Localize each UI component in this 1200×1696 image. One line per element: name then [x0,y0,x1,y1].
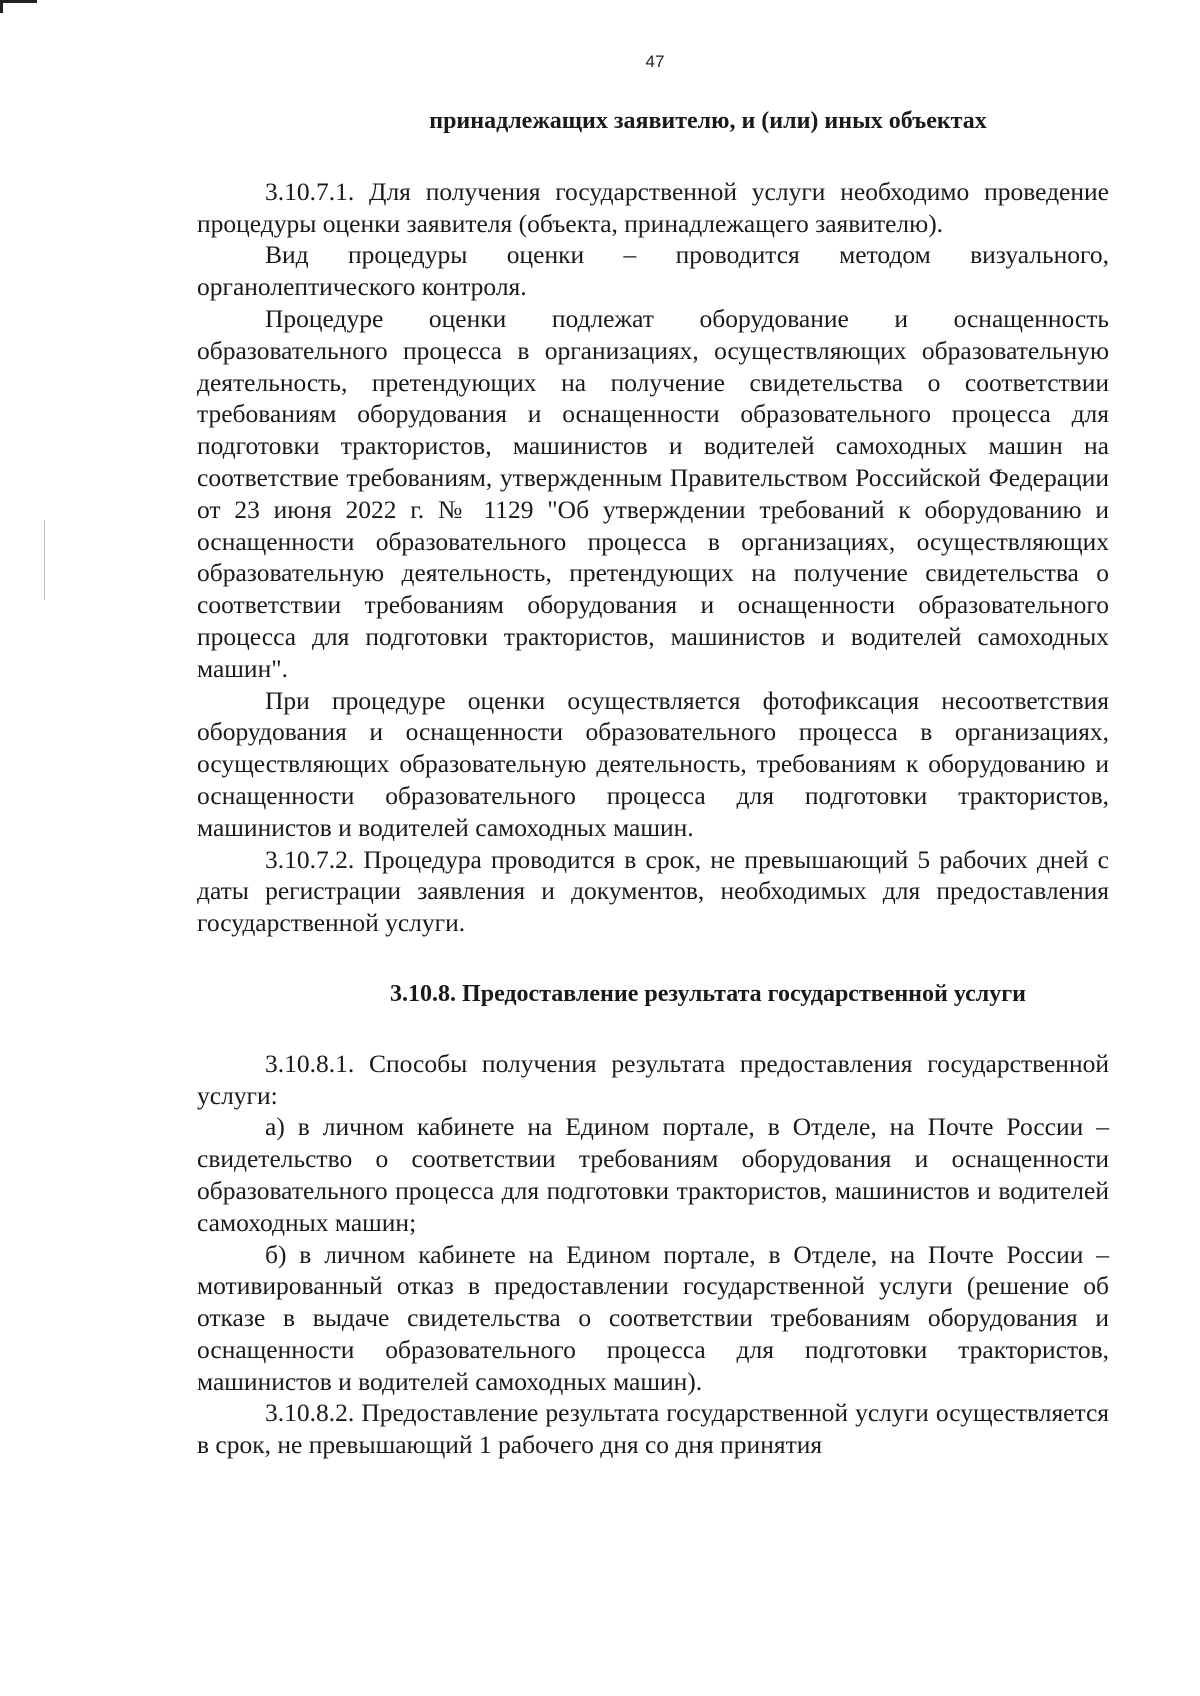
paragraph-assessment-subject: Процедуре оценки подлежат оборудование и оснащенность образовательного процесса в организациях, осуществляющих образовательную деятельность, претендующих на получение свидетельства о соответствии требованиям оборудования и оснащенности образовательного процесса для подготовки трактористов, машинистов и водителей самоходных машин на соответствие требованиям, утвержденным Правительством Российской Федерации от 23 июня 2022 г. № 1129 "Об утверждении требований к оборудованию и оснащенности образовательного процесса в организациях, осуществляющих образовательную деятельность, претендующих на получение свидетельства о соответствии требованиям оборудования и оснащенности образовательного процесса для подготовки трактористов, машинистов и водителей самоходных машин". [197,303,1109,683]
list-item-a: а) в личном кабинете на Едином портале, в Отделе, на Почте России – свидетельство о соответствии требованиям оборудования и оснащенности образовательного процесса для подготовки трактористов, машинистов и водителей самоходных машин; [197,1112,1109,1237]
paragraph-assessment-type: Вид процедуры оценки – проводится методом визуального, органолептического контроля. [197,240,1109,302]
paragraph-3-10-8-2: 3.10.8.2. Предоставление результата государственной услуги осуществляется в срок, не превышающий 1 рабочего дня со дня принятия [197,1398,1109,1460]
paragraph-3-10-7-2: 3.10.7.2. Процедура проводится в срок, не превышающий 5 рабочих дней с даты регистрации заявления и документов, необходимых для предоставления государственной услуги. [197,844,1109,938]
paragraph-3-10-8-1: 3.10.8.1. Способы получения результата предоставления государственной услуги: [197,1048,1109,1110]
paragraph-3-10-7-1: 3.10.7.1. Для получения государственной услуги необходимо проведение процедуры оценки заявителя (объекта, принадлежащего заявителю). [197,176,1109,238]
document-body [197,106,1109,1461]
page-number: 47 [645,52,665,71]
section-heading-continuation: принадлежащих заявителю, и (или) иных объектах [429,108,987,134]
scan-corner-mark [0,0,37,13]
scan-margin-line [44,520,45,600]
list-item-b: б) в личном кабинете на Едином портале, в Отделе, на Почте России – мотивированный отказ в предоставлении государственной услуги (решение об отказе в выдаче свидетельства о соответствии требованиям оборудования и оснащенности образовательного процесса для подготовки трактористов, машинистов и водителей самоходных машин). [197,1239,1109,1396]
section-heading-3-10-8: 3.10.8. Предоставление результата государственной услуги [390,980,1026,1007]
paragraph-photo-fixation: При процедуре оценки осуществляется фотофиксация несоответствия оборудования и оснащенности образовательного процесса в организациях, осуществляющих образовательную деятельность, требованиям к оборудованию и оснащенности образовательного процесса для подготовки трактористов, машинистов и водителей самоходных машин. [197,685,1109,842]
